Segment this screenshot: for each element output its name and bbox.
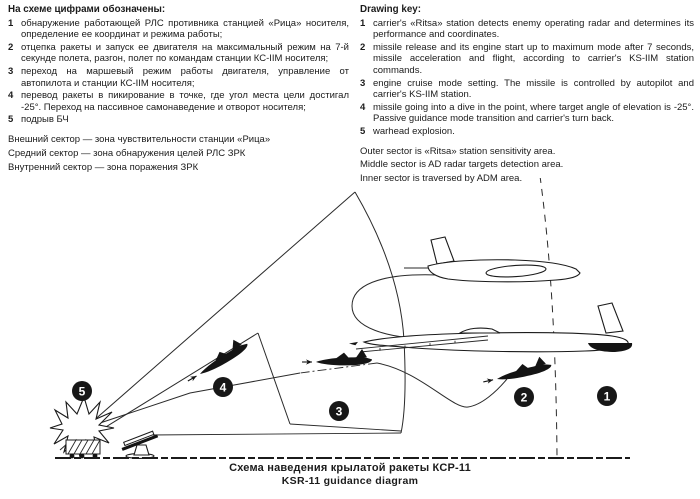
outer-sector-note-en: Outer sector is «Ritsa» station sensitivity area. bbox=[360, 145, 556, 157]
english-key-item-4 bbox=[360, 102, 694, 125]
english-key-item-2 bbox=[360, 42, 694, 77]
item-text: engine cruise mode setting. The missile is controlled by autopilot and carrier's KS-IIM station. bbox=[373, 77, 694, 101]
marker-number: 1 bbox=[603, 389, 611, 404]
item-text: warhead explosion. bbox=[373, 125, 455, 137]
item-number: 4 bbox=[360, 101, 366, 113]
phase-marker-4 bbox=[213, 377, 233, 397]
canopy bbox=[460, 328, 500, 333]
carrier-aircraft-attack bbox=[349, 303, 632, 352]
item-number: 5 bbox=[360, 125, 366, 137]
outer-sector-boundary-dashed bbox=[540, 178, 557, 456]
english-key-column bbox=[360, 4, 694, 186]
item-text: переход на маршевый режим работы двигателя, управление от автопилота и станции КС-IIМ носителя; bbox=[21, 65, 349, 89]
item-text: подрыв БЧ bbox=[21, 114, 69, 126]
russian-key-heading: На схеме цифрами обозначены: bbox=[8, 4, 166, 15]
middle-sector-note-en: Middle sector is AD radar targets detection area. bbox=[360, 159, 564, 171]
item-text: перевод ракеты в пикирование в точке, где угол места цели достигал -25°. Переход на пассивное самонаведение и отворот носителя; bbox=[21, 90, 349, 113]
missile-release-dip-path bbox=[377, 363, 507, 407]
english-key-heading: Drawing key: bbox=[360, 4, 421, 15]
item-number: 2 bbox=[360, 41, 366, 53]
radar-truck-icon bbox=[66, 440, 100, 458]
outer-sector-note-ru: Внешний сектор — зона чувствительности станции «Рица» bbox=[8, 133, 271, 145]
russian-key-item-3 bbox=[8, 66, 349, 89]
marker-number: 3 bbox=[335, 404, 343, 419]
item-number: 4 bbox=[8, 90, 14, 102]
marker-number: 2 bbox=[520, 390, 528, 405]
item-number: 3 bbox=[8, 65, 14, 77]
phase-marker-2 bbox=[514, 387, 534, 407]
middle-sector-upper-edge bbox=[60, 192, 355, 450]
caption-english: KSR-11 guidance diagram bbox=[281, 475, 419, 487]
heading-arrow bbox=[349, 342, 358, 345]
marker-number: 4 bbox=[219, 380, 227, 395]
item-text: carrier's «Ritsa» station detects enemy operating radar and determines its performance and coordinates. bbox=[373, 17, 694, 41]
item-text: missile release and its engine start up to maximum mode after 7 seconds, missile acceleration and flight, according to carrier's KS-IIM station commands. bbox=[373, 41, 694, 76]
russian-key-column bbox=[8, 4, 349, 174]
phase-marker-5 bbox=[72, 381, 92, 401]
item-text: обнаружение работающей РЛС противника станцией «Рица» носителя, определение ее координат и режима работы; bbox=[21, 17, 349, 41]
middle-sector-arc bbox=[355, 192, 405, 433]
russian-key-item-5 bbox=[8, 114, 349, 126]
item-number: 1 bbox=[360, 17, 366, 29]
inner-sector-note-en: Inner sector is traversed by ADM area. bbox=[360, 173, 523, 185]
sector-boundaries bbox=[60, 178, 557, 456]
middle-sector-note-ru: Средний сектор — зона обнаружения целей РЛС ЗРК bbox=[8, 147, 246, 159]
english-key-item-1 bbox=[360, 18, 694, 41]
guidance-diagram bbox=[0, 178, 700, 462]
tail-fin bbox=[431, 237, 454, 264]
item-text: missile going into a dive in the point, where target angle of elevation is -25°. Passive guidance mode transition and carrier's turn back. bbox=[373, 101, 694, 125]
item-number: 2 bbox=[8, 41, 14, 53]
inner-sector-right-edge bbox=[258, 333, 290, 424]
carrier-aircraft-return bbox=[428, 237, 580, 282]
russian-key-item-1 bbox=[8, 18, 349, 41]
middle-sector-base bbox=[150, 433, 401, 435]
russian-sector-notes bbox=[8, 133, 349, 174]
english-key-item-5 bbox=[360, 126, 694, 138]
inner-sector-base bbox=[290, 424, 401, 431]
caption-russian: Схема наведения крылатой ракеты КСР-11 bbox=[229, 462, 471, 474]
english-key-item-3 bbox=[360, 78, 694, 101]
item-number: 3 bbox=[360, 77, 366, 89]
marker-number: 5 bbox=[78, 384, 86, 399]
russian-key-item-4 bbox=[8, 90, 349, 113]
item-number: 5 bbox=[8, 114, 14, 126]
phase-marker-3 bbox=[329, 401, 349, 421]
tail-fin bbox=[598, 303, 623, 333]
phase-marker-1 bbox=[597, 386, 617, 406]
figure-caption bbox=[0, 462, 700, 487]
sam-launcher-icon bbox=[120, 430, 158, 458]
missile-cruise bbox=[302, 349, 372, 365]
russian-key-item-2 bbox=[8, 42, 349, 65]
item-number: 1 bbox=[8, 17, 14, 29]
missile-just-released bbox=[481, 355, 553, 386]
inner-sector-note-ru: Внутренний сектор — зона поражения ЗРК bbox=[8, 161, 199, 173]
item-text: отцепка ракеты и запуск ее двигателя на максимальный режим на 7-й секунде полета, разгон, полет по командам станции КС-IIМ носителя; bbox=[21, 41, 349, 65]
